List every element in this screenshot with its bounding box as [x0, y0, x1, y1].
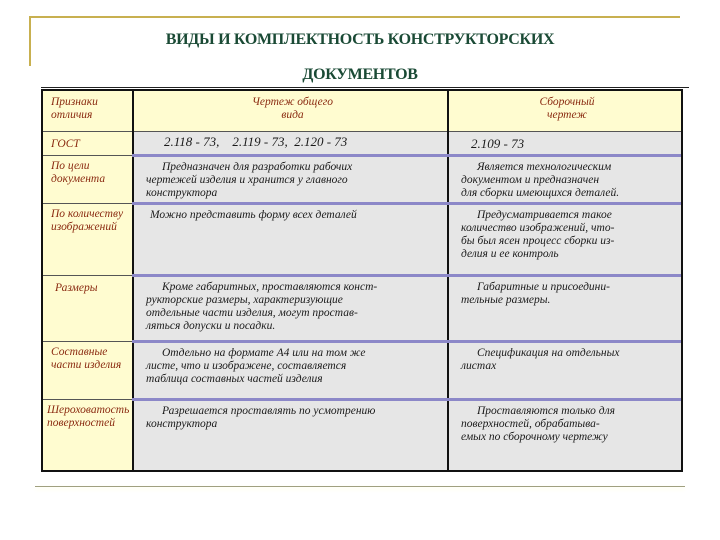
gost-standards-assembly: 2.109 - 73	[471, 135, 525, 151]
cell-text-line: Разрешается проставлять по усмотрению	[162, 405, 376, 418]
slide-title	[60, 22, 660, 92]
cell-text-line: ляться допуски и посадки.	[146, 319, 276, 332]
assembly-drawing-cell	[448, 155, 681, 203]
criterion-label: Шероховатость	[47, 404, 130, 417]
criterion-label: изображений	[51, 220, 117, 233]
cell-text-line: Кроме габаритных, проставляются конст-	[162, 280, 378, 293]
criterion-label: поверхностей	[47, 417, 115, 430]
table-row-roughness	[43, 400, 681, 470]
slide-title-line-1: ВИДЫ И КОМПЛЕКТНОСТЬ КОНСТРУКТОРСКИХ	[165, 31, 555, 48]
criterion-cell	[43, 131, 133, 155]
table-row-image-count	[43, 203, 681, 275]
table-row-purpose	[43, 155, 681, 203]
criterion-cell	[43, 155, 133, 203]
slide-bottom-rule	[35, 486, 685, 487]
criterion-label: По цели	[51, 159, 90, 172]
assembly-drawing-cell	[448, 342, 681, 400]
cell-text-line: Можно представить форму всех деталей	[150, 208, 357, 221]
cell-text-line: Спецификация на отдельных	[477, 347, 620, 360]
header-general-drawing	[133, 91, 448, 131]
assembly-drawing-cell	[448, 131, 681, 155]
cell-text-line: Габаритные и присоедини-	[477, 280, 610, 293]
header-criteria	[43, 91, 133, 131]
general-drawing-cell	[133, 400, 448, 470]
general-drawing-cell	[133, 342, 448, 400]
header-assembly-drawing-line: Сборочный	[539, 96, 595, 108]
cell-text-line: бы был ясен процесс сборки из-	[461, 234, 615, 247]
criterion-cell	[43, 275, 133, 341]
criterion-cell	[43, 342, 133, 400]
cell-text-line: количество изображений, что-	[461, 221, 615, 234]
header-general-drawing-line: вида	[281, 109, 304, 121]
cell-text-line: документом и предназначен	[461, 173, 600, 186]
slide-frame-left-accent	[29, 16, 31, 66]
criterion-label: Размеры	[55, 281, 98, 294]
cell-text-line: листе, что и изображене, составляется	[146, 360, 347, 373]
header-assembly-drawing-line: чертеж	[546, 109, 587, 121]
assembly-drawing-cell	[448, 203, 681, 275]
cell-text-line: для сборки имеющихся деталей.	[461, 186, 620, 199]
cell-text-line: Является технологическим	[477, 160, 612, 173]
table-row-components	[43, 342, 681, 400]
cell-text-line: отдельные части изделия, могут простав-	[146, 306, 358, 319]
cell-text-line: конструктора	[146, 418, 218, 431]
general-drawing-cell	[133, 203, 448, 275]
slide-frame-top-accent	[29, 16, 680, 18]
slide-title-line-2: ДОКУМЕНТОВ	[302, 66, 418, 83]
cell-text-line: Предназначен для разработки рабочих	[162, 160, 353, 173]
header-general-drawing-line: Чертеж общего	[251, 96, 333, 108]
comparison-table	[41, 89, 683, 472]
header-criteria-line: отличия	[51, 109, 93, 121]
cell-text-line: емых по сборочному чертежу	[461, 431, 608, 444]
criterion-label: По количеству	[51, 207, 124, 220]
criterion-label: части изделия	[51, 359, 122, 372]
table-header-row	[43, 91, 681, 131]
table-row-gost	[43, 131, 681, 155]
cell-text-line: Проставляются только для	[477, 405, 615, 418]
assembly-drawing-cell	[448, 275, 681, 341]
cell-text-line: делия и ее контроль	[461, 247, 559, 260]
assembly-drawing-cell	[448, 400, 681, 470]
cell-text-line: Отдельно на формате А4 или на том же	[162, 347, 366, 360]
title-divider	[41, 87, 689, 88]
general-drawing-cell	[133, 131, 448, 155]
cell-text-line: таблица составных частей изделия	[146, 373, 323, 386]
general-drawing-cell	[133, 275, 448, 341]
table-row-dimensions	[43, 275, 681, 341]
criterion-cell	[43, 400, 133, 470]
criterion-cell	[43, 203, 133, 275]
gost-standards-general: 2.118 - 73, 2.119 - 73, 2.120 - 73	[164, 133, 348, 149]
cell-text-line: поверхностей, обрабатыва-	[461, 418, 600, 431]
cell-text-line: тельные размеры.	[461, 293, 551, 306]
cell-text-line: конструктора	[146, 186, 218, 199]
criterion-label: ГОСТ	[51, 137, 80, 150]
criterion-label: документа	[51, 172, 106, 185]
criterion-label: Составные	[51, 346, 108, 359]
cell-text-line: Предусматривается такое	[477, 208, 612, 221]
cell-text-line: листах	[461, 360, 497, 373]
general-drawing-cell	[133, 155, 448, 203]
header-criteria-line: Признаки	[51, 96, 98, 108]
cell-text-line: рукторские размеры, характеризующие	[146, 293, 343, 306]
header-assembly-drawing	[448, 91, 681, 131]
cell-text-line: чертежей изделия и хранится у главного	[146, 173, 348, 186]
